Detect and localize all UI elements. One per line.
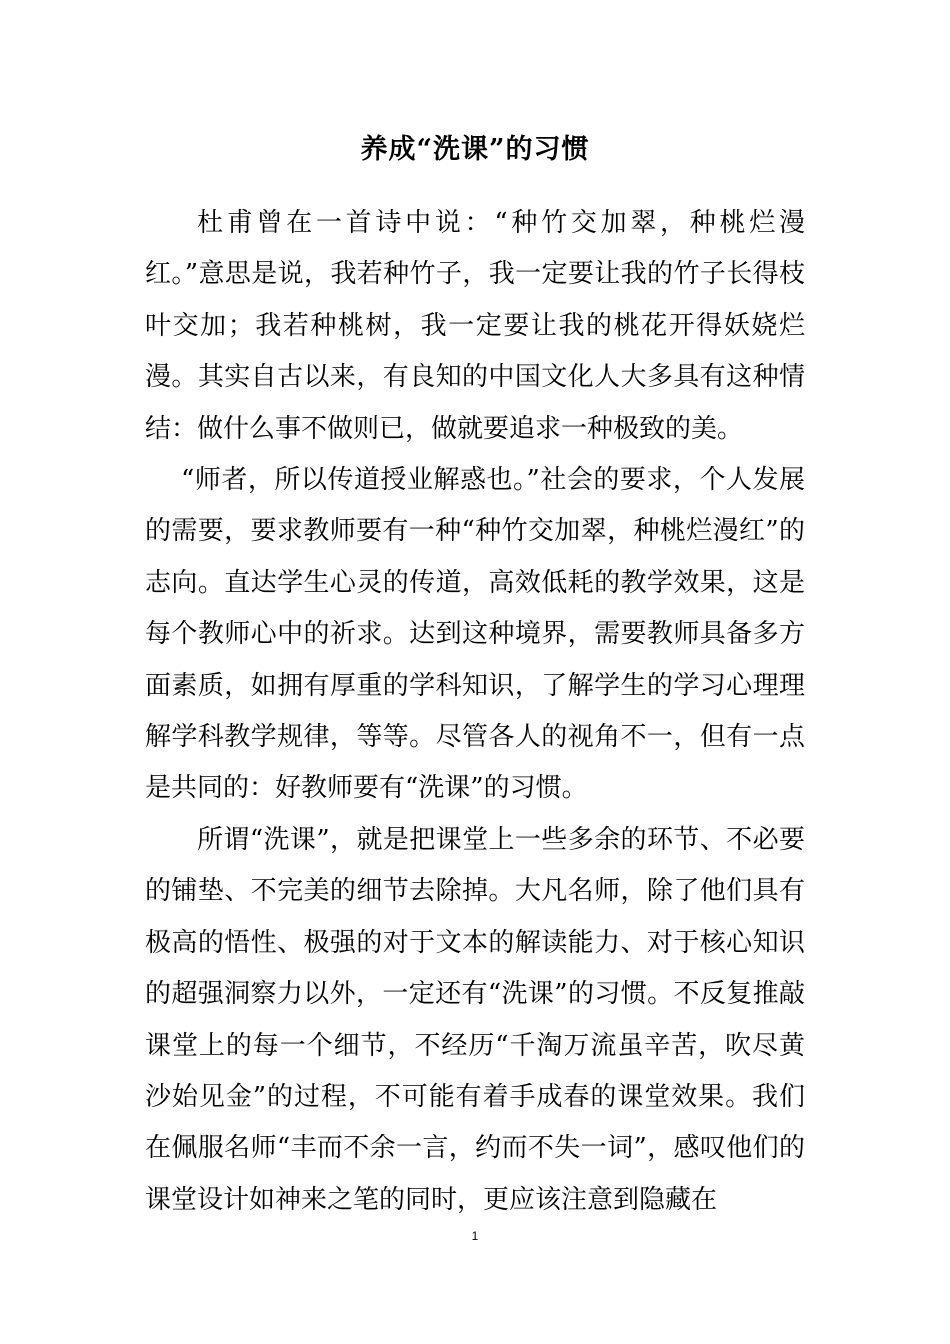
document-body xyxy=(145,198,805,1226)
paragraph-2: “师者，所以传道授业解惑也。”社会的要求，个人发展的需要，要求教师要有一种“种竹交加翠，种桃烂漫红”的志向。直达学生心灵的传道，高效低耗的教学效果，这是每个教师心中的祈求。达到这种境界，需要教师具备多方面素质，如拥有厚重的学科知识，了解学生的学习心理理解学科教学规律，等等。尽管各人的视角不一，但有一点是共同的：好教师要有“洗课”的习惯。 xyxy=(145,465,805,804)
page-number: 1 xyxy=(471,1229,479,1243)
document-title: 养成“洗课”的习惯 xyxy=(360,134,590,165)
paragraph-3: 所谓“洗课”，就是把课堂上一些多余的环节、不必要的铺垫、不完美的细节去除掉。大凡名师，除了他们具有极高的悟性、极强的对于文本的解读能力、对于核心知识的超强洞察力以外，一定还有“洗课”的习惯。不反复推敲课堂上的每一个细节，不经历“千淘万流虽辛苦，吹尽黄沙始见金”的过程，不可能有着手成春的课堂效果。我们在佩服名师“丰而不余一言，约而不失一词”，感叹他们的课堂设计如神来之笔的同时，更应该注意到隐藏在 xyxy=(145,824,805,1215)
paragraph-1: 杜甫曾在一首诗中说：“种竹交加翠，种桃烂漫红。”意思是说，我若种竹子，我一定要让我的竹子长得枝叶交加；我若种桃树，我一定要让我的桃花开得妖娆烂漫。其实自古以来，有良知的中国文化人大多具有这种情结：做什么事不做则已，做就要追求一种极致的美。 xyxy=(145,208,805,444)
